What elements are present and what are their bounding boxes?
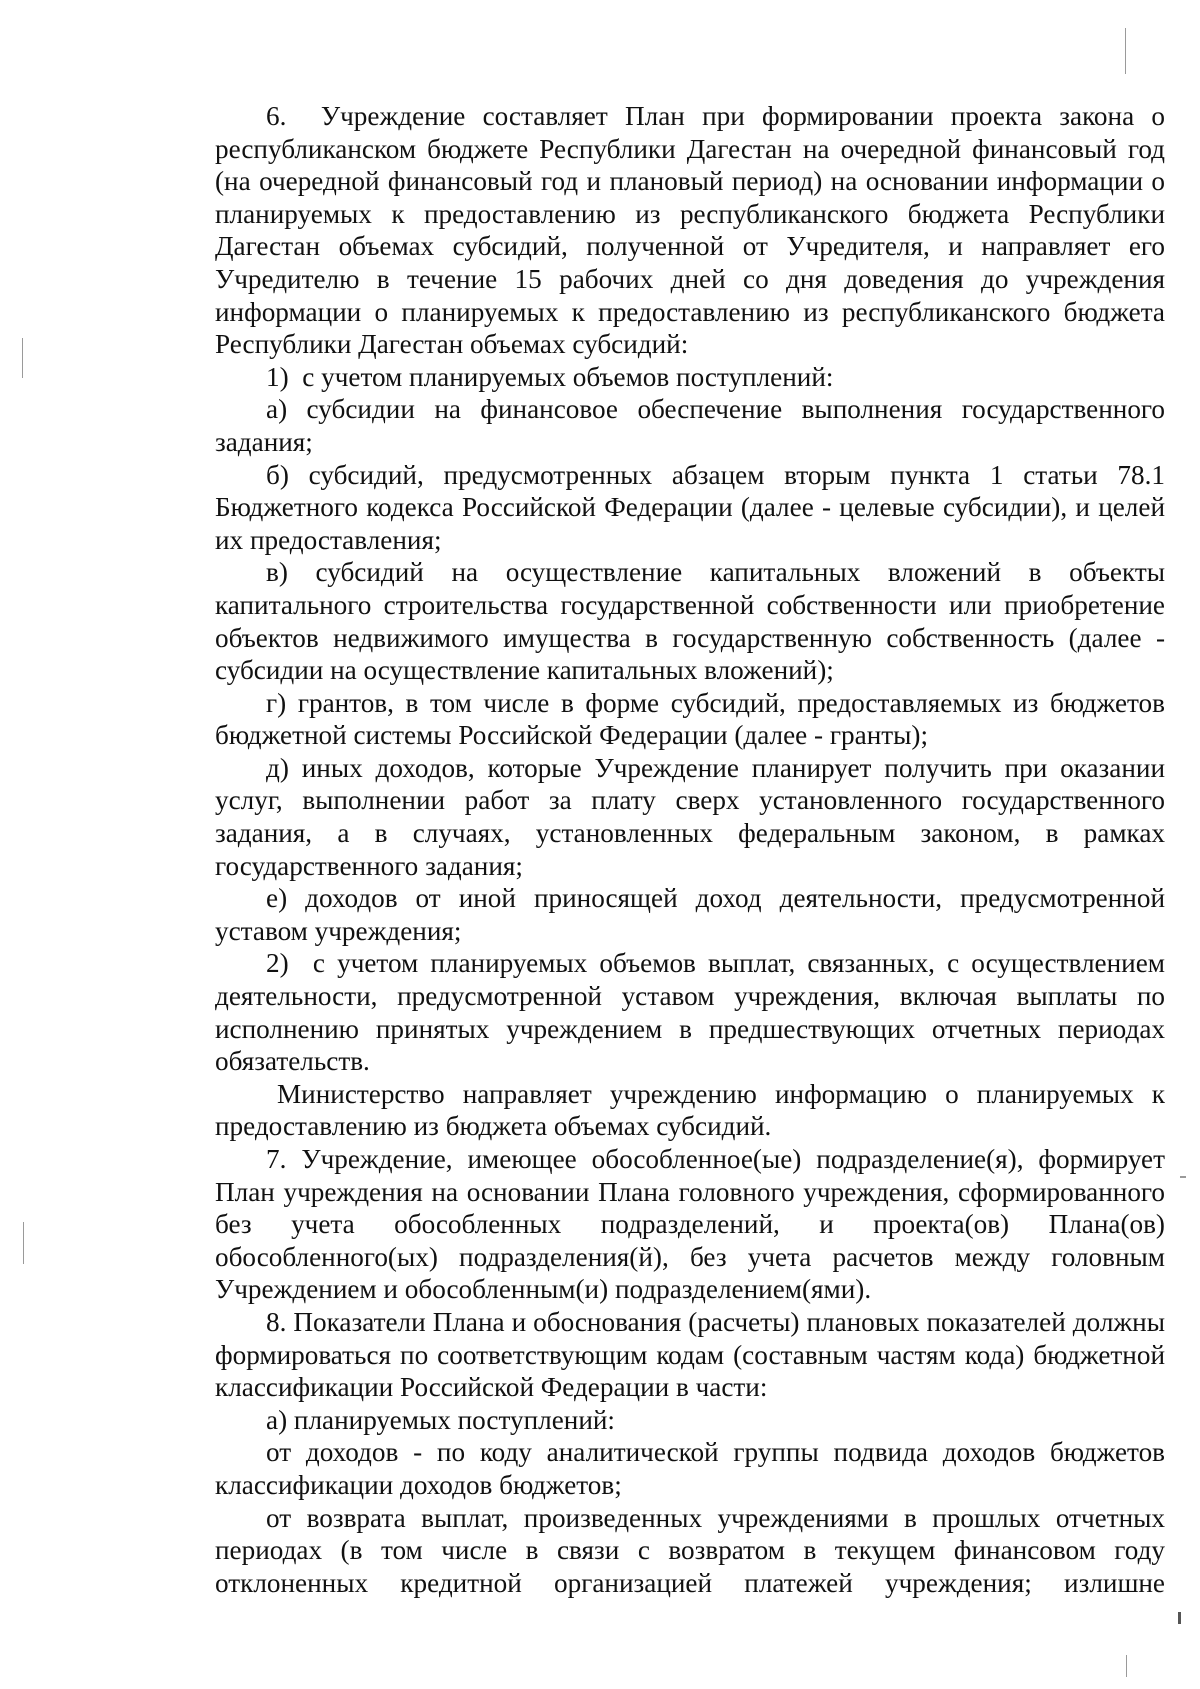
subparagraph-2: 2) с учетом планируемых объемов выплат, связанных, с осуществлением деятельности, предусмотренной уставом учреждения, включая выплаты по исполнению принятых учреждением в предшествующих отчетных периодах обязательств.	[215, 948, 1165, 1077]
item-a-planned-receipts: а) планируемых поступлений:	[266, 1404, 615, 1435]
item-v-capital-subsidies: в) субсидий на осуществление капитальных вложений в объекты капитального строительства государственной собственности или приобретение объектов недвижимого имущества в государственную собственность (далее - субсидии на осуществление капитальных вложений);	[215, 557, 1165, 686]
item-g-grants: г) грантов, в том числе в форме субсидий, предоставляемых из бюджетов бюджетной системы Российской Федерации (далее - гранты);	[215, 687, 1165, 751]
scan-mark-right-edge	[1180, 1176, 1186, 1178]
subparagraph-1: 1) с учетом планируемых объемов поступлений:	[266, 361, 834, 392]
item-e-income-activity: е) доходов от иной приносящей доход деятельности, предусмотренной уставом учреждения;	[215, 883, 1165, 946]
item-d-other-income: д) иных доходов, которые Учреждение планирует получить при оказании услуг, выполнении работ за плату сверх установленного государственного задания, а в случаях, установленных федеральным законом, в рамках государственного задания;	[215, 752, 1165, 881]
ministry-paragraph: Министерство направляет учреждению информацию о планируемых к предоставлению из бюджета объемах субсидий.	[215, 1078, 1165, 1142]
income-code-paragraph: от доходов - по коду аналитической группы подвида доходов бюджетов классификации доходов бюджетов;	[215, 1437, 1165, 1500]
scan-mark-bottom	[1126, 1655, 1127, 1677]
scan-mark-bottom-right	[1178, 1612, 1181, 1624]
refund-paragraph: от возврата выплат, произведенных учреждениями в прошлых отчетных периодах (в том числе в связи с возвратом в текущем финансовом году отклоненных кредитной организацией платежей учреждения; излишне	[215, 1502, 1165, 1598]
scan-mark-top-right	[1125, 28, 1126, 74]
paragraph-6: 6. Учреждение составляет План при формировании проекта закона о республиканском бюджете Республики Дагестан на очередной финансовый год (на очередной финансовый год и плановый период) на основании информации о планируемых к предоставлению из республиканского бюджета Республики Дагестан объемах субсидий, полученной от Учредителя, и направляет его Учредителю в течение 15 рабочих дней со дня доведения до учреждения информации о планируемых к предоставлению из республиканского бюджета Республики Дагестан объемах субсидий:	[215, 101, 1165, 360]
paragraph-8: 8. Показатели Плана и обоснования (расчеты) плановых показателей должны формироваться по соответствующим кодам (составным частям кода) бюджетной классификации Российской Федерации в части:	[215, 1306, 1165, 1403]
scan-mark-left	[22, 338, 23, 378]
document-page	[215, 100, 1165, 1599]
paragraph-7: 7. Учреждение, имеющее обособленное(ые) подразделение(я), формирует План учреждения на основании Плана головного учреждения, сформированного без учета обособленных подразделений, и проекта(ов) Плана(ов) обособленного(ых) подразделения(й), без учета расчетов между головным Учреждением и обособленным(и) подразделением(ями).	[215, 1144, 1165, 1305]
scan-mark-left-lower	[23, 1222, 24, 1264]
item-a-subsidies: а) субсидии на финансовое обеспечение выполнения государственного задания;	[215, 394, 1165, 457]
item-b-target-subsidies: б) субсидий, предусмотренных абзацем вторым пункта 1 статьи 78.1 Бюджетного кодекса Российской Федерации (далее - целевые субсидии), и целей их предоставления;	[215, 459, 1165, 555]
